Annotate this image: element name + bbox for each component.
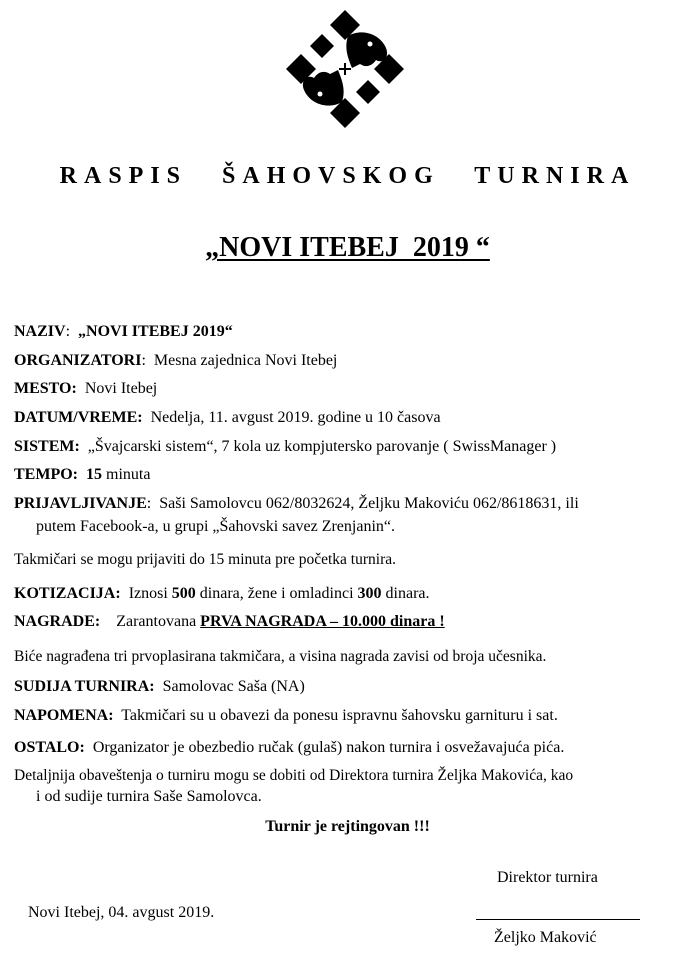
sistem-label: SISTEM: bbox=[14, 438, 80, 455]
organizatori-value: Mesna zajednica Novi Itebej bbox=[153, 352, 338, 369]
kotizacija-amount2: 300 bbox=[357, 585, 382, 602]
field-naziv bbox=[14, 323, 233, 341]
event-name bbox=[0, 232, 695, 264]
rated-note: Turnir je rejtingovan !!! bbox=[265, 818, 430, 835]
event-name-text: „NOVI ITEBEJ 2019 “ bbox=[205, 232, 490, 263]
signature-line bbox=[476, 919, 640, 920]
kotizacija-label: KOTIZACIJA: bbox=[14, 585, 121, 602]
nagrade-label: NAGRADE: bbox=[14, 613, 101, 630]
sistem-value: „Švajcarski sistem“, 7 kola uz kompjutersko parovanje ( SwissManager ) bbox=[87, 438, 557, 455]
prijava-sep: : bbox=[146, 495, 152, 512]
field-nagrade bbox=[14, 613, 445, 631]
napomena-label: NAPOMENA: bbox=[14, 707, 114, 724]
kotizacija-mid: dinara, žene i omladinci bbox=[199, 585, 354, 602]
field-kotizacija bbox=[14, 585, 430, 603]
detalji-line1: Detaljnija obaveštenja o turniru mogu se dobiti od Direktora turnira Željka Makovića, kao bbox=[14, 767, 574, 784]
field-ostalo bbox=[14, 739, 564, 757]
datum-label: DATUM/VREME: bbox=[14, 409, 143, 426]
signature-name: Željko Maković bbox=[494, 929, 597, 946]
naziv-label: NAZIV bbox=[14, 323, 66, 340]
chess-knights-logo bbox=[282, 6, 408, 132]
field-prijava bbox=[14, 495, 579, 513]
nagrade-highlight: PRVA NAGRADA – 10.000 dinara ! bbox=[200, 613, 445, 630]
field-sudija bbox=[14, 678, 305, 696]
field-organizatori bbox=[14, 352, 337, 370]
tempo-unit: minuta bbox=[106, 466, 151, 483]
ostalo-value: Organizator je obezbedio ručak (gulaš) nakon turnira i osvežavajuća pića. bbox=[92, 739, 565, 756]
detalji-line2: i od sudije turnira Saše Samolovca. bbox=[36, 788, 262, 805]
nagrade-note: Biće nagrađena tri prvoplasirana takmičara, a visina nagrada zavisi od broja učesnika. bbox=[14, 648, 547, 665]
nagrade-pre: Zarantovana bbox=[116, 613, 197, 630]
sudija-label: SUDIJA TURNIRA: bbox=[14, 678, 155, 695]
organizatori-sep: : bbox=[141, 352, 146, 369]
tempo-num: 15 bbox=[86, 466, 102, 483]
sudija-value: Samolovac Saša (NA) bbox=[162, 678, 305, 695]
field-datum bbox=[14, 409, 441, 427]
prijava-line2: putem Facebook-a, u grupi „Šahovski savez Zrenjanin“. bbox=[36, 518, 395, 535]
mesto-value: Novi Itebej bbox=[84, 380, 158, 397]
prijava-rok: Takmičari se mogu prijaviti do 15 minuta pre početka turnira. bbox=[14, 551, 396, 568]
field-napomena bbox=[14, 707, 558, 725]
naziv-sep: : bbox=[65, 323, 71, 340]
mesto-label: MESTO: bbox=[14, 380, 77, 397]
field-mesto bbox=[14, 380, 157, 398]
kotizacija-post: dinara. bbox=[385, 585, 430, 602]
datum-value: Nedelja, 11. avgust 2019. godine u 10 časova bbox=[150, 409, 441, 426]
napomena-value: Takmičari su u obavezi da ponesu ispravnu šahovsku garnituru i sat. bbox=[121, 707, 558, 724]
place-date: Novi Itebej, 04. avgust 2019. bbox=[28, 904, 215, 921]
naziv-value: „NOVI ITEBEJ 2019“ bbox=[78, 323, 233, 340]
prijava-label: PRIJAVLJIVANJE bbox=[14, 495, 147, 512]
organizatori-label: ORGANIZATORI bbox=[14, 352, 142, 369]
prijava-line1: Saši Samolovcu 062/8032624, Željku Makoviću 062/8618631, ili bbox=[159, 495, 579, 512]
tempo-label: TEMPO: bbox=[14, 466, 78, 483]
field-sistem bbox=[14, 438, 556, 456]
field-tempo bbox=[14, 466, 150, 484]
kotizacija-amount1: 500 bbox=[171, 585, 196, 602]
ostalo-label: OSTALO: bbox=[14, 739, 85, 756]
director-role: Direktor turnira bbox=[497, 869, 598, 886]
document-title: RASPIS ŠAHOVSKOG TURNIRA bbox=[59, 163, 636, 189]
kotizacija-pre: Iznosi bbox=[128, 585, 168, 602]
